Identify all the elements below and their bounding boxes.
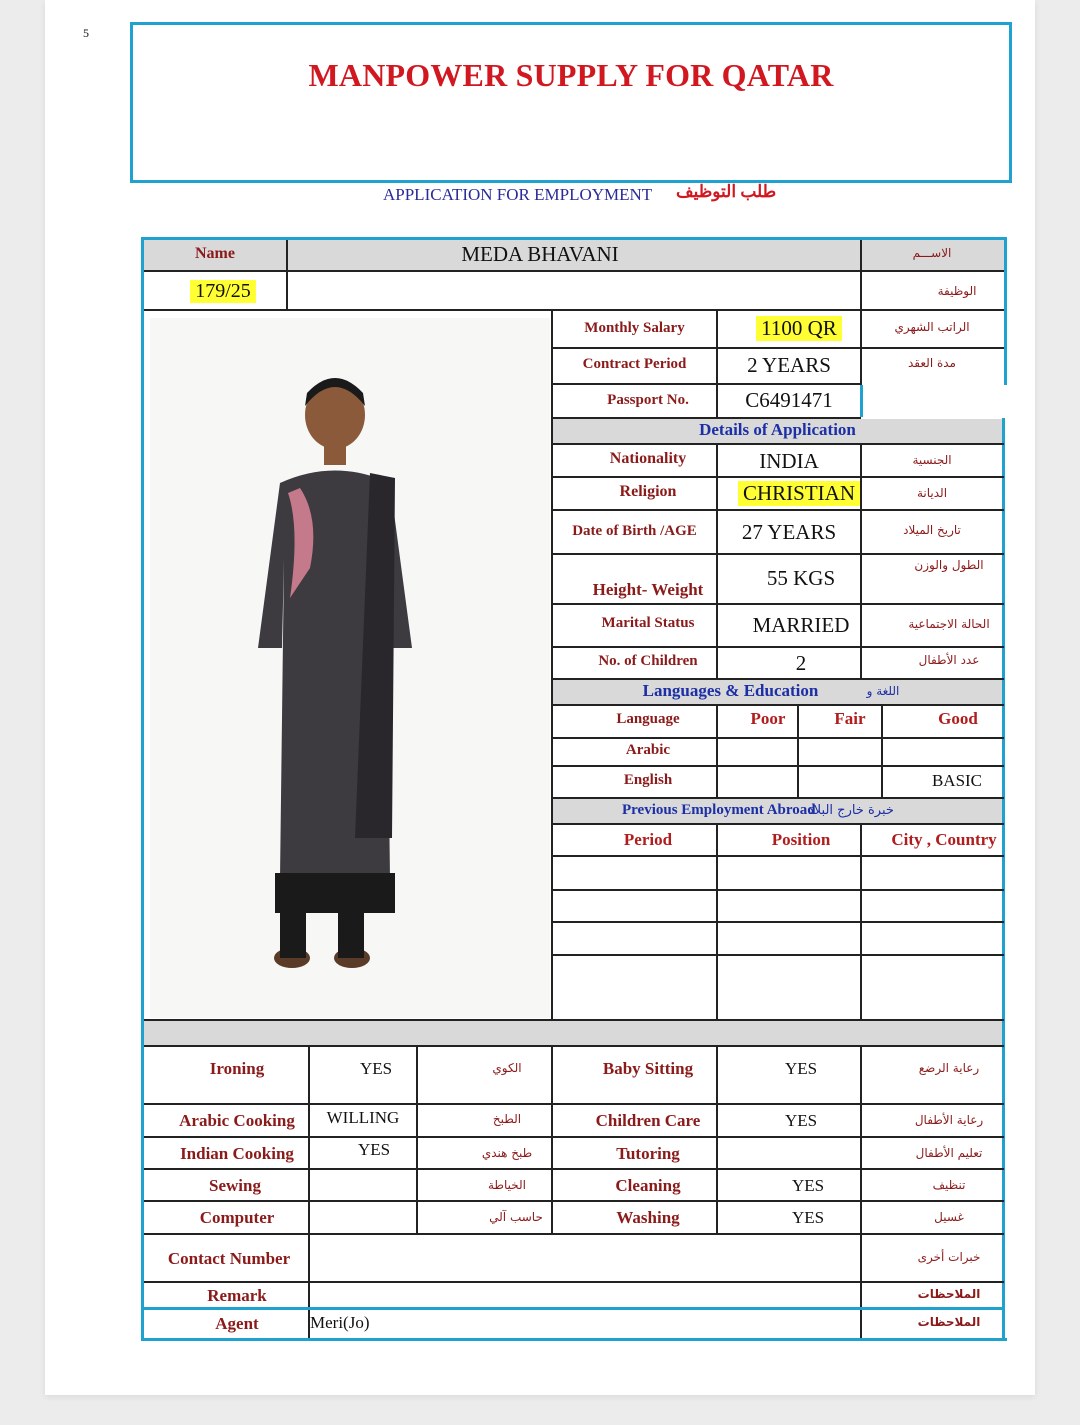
marital-status-arabic: الحالة الاجتماعية (908, 617, 990, 631)
skill-indian-cooking-label: Indian Cooking (180, 1144, 294, 1163)
skill-ironing-value: YES (359, 1059, 393, 1078)
page-number: 5 (83, 26, 89, 40)
lang-english-good: BASIC (931, 771, 983, 790)
emp-header-period: Period (623, 830, 673, 849)
dob-value: 27 YEARS (741, 520, 837, 544)
languages-section-title: Languages & Education (642, 681, 819, 700)
skill-baby-sitting-label: Baby Sitting (602, 1059, 694, 1078)
employment-section-arabic: خبرة خارج البلاد (808, 803, 894, 818)
monthly-salary-value: 1100 QR (756, 316, 842, 341)
skill-ironing-label: Ironing (209, 1059, 265, 1078)
applicant-photo (150, 318, 550, 1018)
marital-status-value: MARRIED (752, 613, 850, 637)
remark-arabic: الملاحظات (917, 1287, 981, 1301)
skill-arabic-cooking-label: Arabic Cooking (179, 1111, 295, 1130)
emp-header-position: Position (771, 830, 831, 849)
height-weight-value: 55 KGS (766, 566, 836, 590)
agent-value: Meri(Jo) (310, 1313, 370, 1332)
employment-section-title: Previous Employment Abroad (622, 802, 816, 818)
emp-header-city-country: City , Country (891, 830, 997, 849)
languages-section-arabic: اللغة و (866, 684, 900, 698)
lang-header-poor: Poor (750, 709, 786, 728)
agent-arabic: الملاحظات (917, 1315, 981, 1329)
lang-header-language: Language (616, 711, 680, 727)
agent-label: Agent (215, 1314, 259, 1333)
marital-status-label: Marital Status (601, 615, 695, 631)
skill-computer-label: Computer (199, 1208, 275, 1227)
dob-label: Date of Birth /AGE (572, 523, 697, 539)
skill-arabic-cooking-arabic: الطبخ (492, 1112, 522, 1126)
contract-period-value: 2 YEARS (747, 353, 831, 377)
religion-label: Religion (619, 483, 677, 500)
skill-cleaning-arabic: تنظيف (932, 1178, 966, 1192)
remark-label: Remark (207, 1286, 267, 1305)
nationality-arabic: الجنسية (912, 453, 952, 467)
subtitle: APPLICATION FOR EMPLOYMENT (383, 185, 653, 204)
skill-tutoring-arabic: تعليم الأطفال (915, 1146, 983, 1160)
nationality-value: INDIA (759, 449, 819, 473)
skill-computer-arabic: حاسب آلي (489, 1210, 543, 1224)
skill-baby-sitting-arabic: رعاية الرضع (918, 1061, 980, 1075)
passport-value: C6491471 (745, 388, 833, 412)
lang-header-fair: Fair (834, 709, 866, 728)
applicant-name: MEDA BHAVANI (461, 242, 619, 266)
ref-arabic: الوظيفة (937, 284, 977, 298)
religion-arabic: الديانة (916, 486, 948, 500)
details-section-title: Details of Application (699, 420, 856, 439)
subtitle-arabic: طلب التوظيف (676, 182, 777, 201)
contact-number-label: Contact Number (167, 1249, 291, 1268)
skill-washing-value: YES (791, 1208, 825, 1227)
nationality-label: Nationality (609, 450, 687, 467)
height-weight-label: Height- Weight (592, 580, 704, 599)
skill-children-care-arabic: رعاية الأطفال (914, 1113, 984, 1127)
document-title: MANPOWER SUPPLY FOR QATAR (308, 57, 834, 93)
children-value: 2 (795, 651, 807, 675)
height-weight-arabic: الطول والوزن (914, 558, 984, 572)
skill-cleaning-value: YES (791, 1176, 825, 1195)
name-arabic: الاســـم (912, 246, 952, 260)
skill-baby-sitting-value: YES (784, 1059, 818, 1078)
skill-children-care-label: Children Care (595, 1111, 701, 1130)
title-box (130, 22, 1012, 183)
lang-header-good: Good (938, 709, 978, 728)
name-label: Name (195, 245, 235, 262)
lang-row-arabic: Arabic (625, 742, 671, 758)
skill-indian-cooking-arabic: طبخ هندي (481, 1146, 533, 1160)
children-label: No. of Children (598, 653, 698, 669)
monthly-salary-arabic: الراتب الشهري (894, 320, 970, 334)
contract-period-arabic: مدة العقد (908, 356, 956, 370)
skill-sewing-label: Sewing (209, 1176, 261, 1195)
contact-number-arabic: خبرات أخرى (917, 1250, 981, 1264)
skill-arabic-cooking-value: WILLING (326, 1108, 400, 1127)
skill-washing-arabic: غسيل (934, 1210, 964, 1224)
skill-sewing-arabic: الخياطة (488, 1178, 526, 1192)
passport-label: Passport No. (607, 392, 689, 408)
children-arabic: عدد الأطفال (918, 653, 980, 667)
skill-children-care-value: YES (784, 1111, 818, 1130)
contract-period-label: Contract Period (582, 356, 687, 372)
lang-row-english: English (623, 772, 673, 788)
skill-cleaning-label: Cleaning (615, 1176, 681, 1195)
religion-value: CHRISTIAN (738, 481, 860, 506)
skill-ironing-arabic: الكوي (492, 1061, 522, 1075)
skill-tutoring-label: Tutoring (616, 1144, 680, 1163)
monthly-salary-label: Monthly Salary (584, 320, 685, 336)
skill-indian-cooking-value: YES (357, 1140, 391, 1159)
skill-washing-label: Washing (616, 1208, 680, 1227)
dob-arabic: تاريخ الميلاد (903, 523, 961, 537)
reference-number: 179/25 (190, 280, 256, 303)
